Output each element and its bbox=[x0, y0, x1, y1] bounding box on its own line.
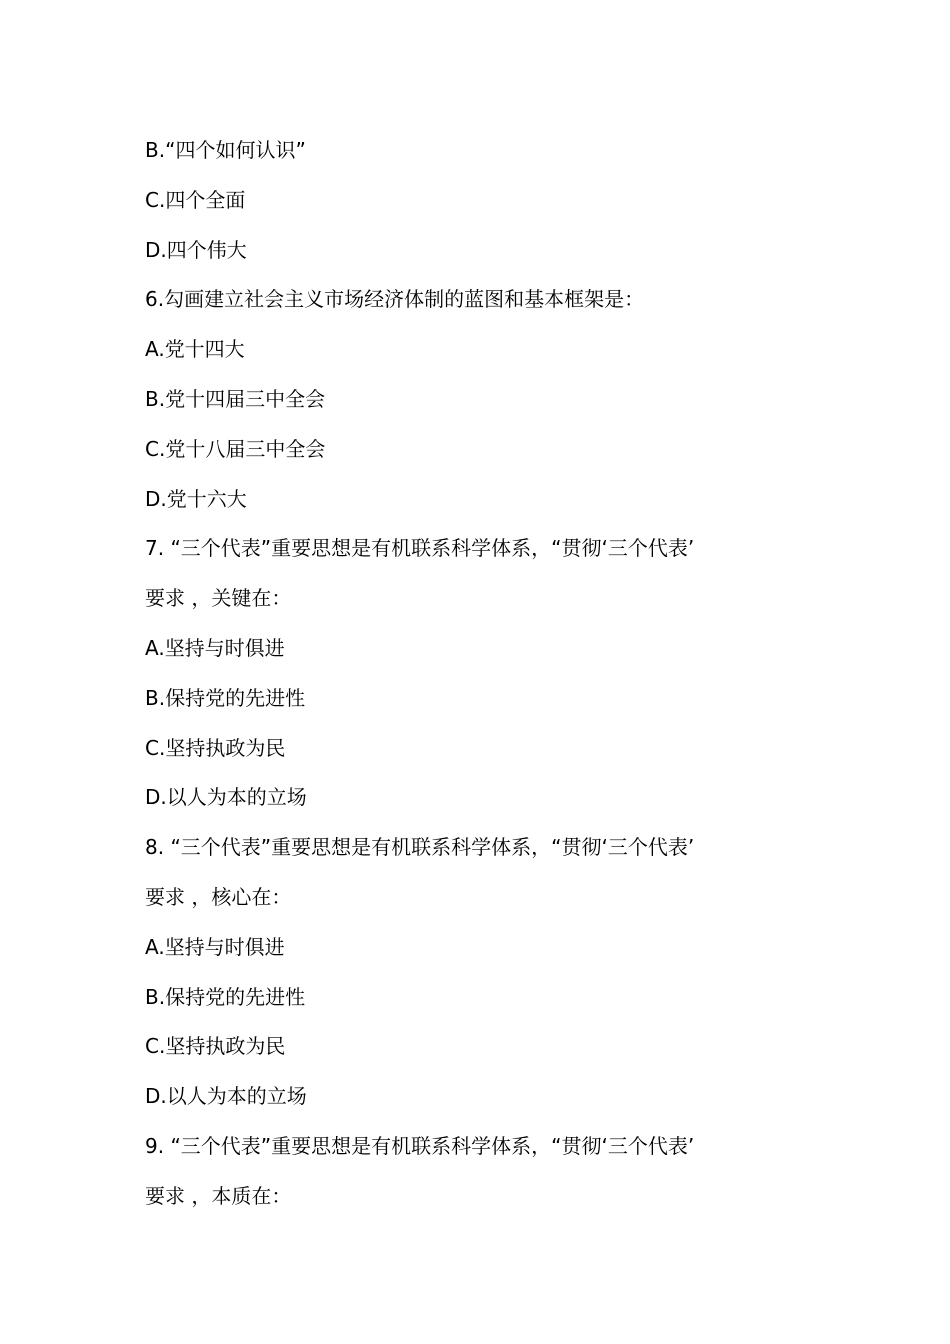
question-8-line-1: 8. “三个代表”重要思想是有机联系科学体系，“贯彻‘三个代表’ bbox=[145, 835, 695, 860]
option-d-q5: D.四个伟大 bbox=[145, 237, 247, 262]
option-c-q8: C.坚持执政为民 bbox=[145, 1034, 286, 1059]
document-body bbox=[145, 126, 825, 1222]
option-d-q7: D.以人为本的立场 bbox=[145, 785, 307, 810]
option-b-q6: B.党十四届三中全会 bbox=[145, 386, 326, 411]
option-d-q6: D.党十六大 bbox=[145, 486, 247, 511]
option-d-q8: D.以人为本的立场 bbox=[145, 1084, 307, 1109]
option-b-q5: B.“四个如何认识” bbox=[145, 138, 306, 162]
option-b-q7: B.保持党的先进性 bbox=[145, 685, 306, 710]
option-a-q6: A.党十四大 bbox=[145, 337, 245, 362]
option-a-q7: A.坚持与时俱进 bbox=[145, 635, 285, 660]
option-b-q8: B.保持党的先进性 bbox=[145, 984, 306, 1009]
option-a-q8: A.坚持与时俱进 bbox=[145, 934, 285, 959]
question-9-line-1: 9. “三个代表”重要思想是有机联系科学体系，“贯彻‘三个代表’ bbox=[145, 1133, 695, 1158]
question-9-line-2: 要求 ，本质在： bbox=[145, 1183, 292, 1208]
option-c-q5: C.四个全面 bbox=[145, 187, 246, 212]
question-7-line-1: 7. “三个代表”重要思想是有机联系科学体系，“贯彻‘三个代表’ bbox=[145, 536, 695, 561]
option-c-q7: C.坚持执政为民 bbox=[145, 735, 286, 760]
question-8-line-2: 要求 ，核心在： bbox=[145, 884, 292, 909]
question-7-line-2: 要求 ，关键在： bbox=[145, 586, 292, 611]
option-c-q6: C.党十八届三中全会 bbox=[145, 436, 326, 461]
question-6: 6.勾画建立社会主义市场经济体制的蓝图和基本框架是： bbox=[145, 287, 645, 312]
